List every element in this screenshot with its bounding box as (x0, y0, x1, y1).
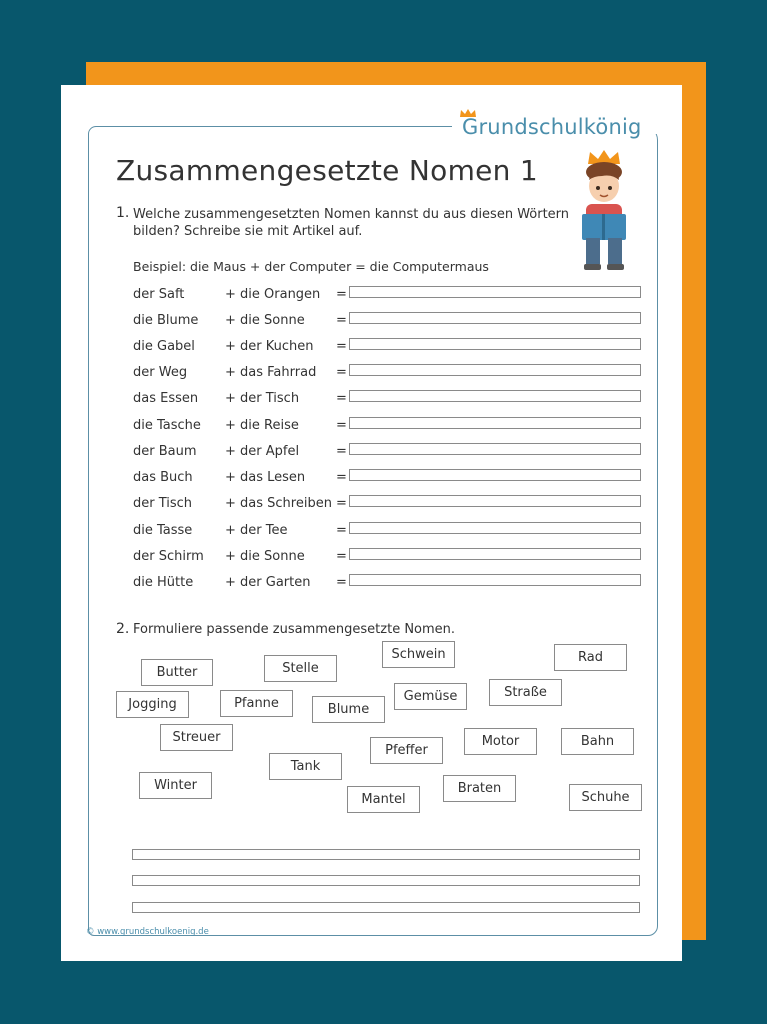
answer-field[interactable] (349, 312, 641, 324)
task-1-number: 1. (116, 205, 130, 221)
example-line: Beispiel: die Maus + der Computer = die Computermaus (133, 259, 489, 274)
footer-copyright: © www.grundschulkoenig.de (86, 927, 209, 937)
task-1-text-line-2: bilden? Schreibe sie mit Artikel auf. (133, 224, 363, 239)
second-noun: + der Tee (225, 523, 288, 538)
answer-field[interactable] (349, 495, 641, 507)
task-1-text-line-1: Welche zusammengesetzten Nomen kannst du aus diesen Wörtern (133, 207, 570, 222)
second-noun: + die Sonne (225, 313, 305, 328)
word-card: Schwein (382, 641, 455, 668)
word-card: Schuhe (569, 784, 642, 811)
word-card: Pfanne (220, 690, 293, 717)
equals-sign: = (336, 287, 347, 302)
first-noun: die Gabel (133, 339, 195, 354)
word-card: Blume (312, 696, 385, 723)
answer-field[interactable] (349, 338, 641, 350)
second-noun: + das Fahrrad (225, 365, 317, 380)
equals-sign: = (336, 391, 347, 406)
equals-sign: = (336, 496, 347, 511)
writing-line[interactable] (132, 902, 640, 913)
second-noun: + die Reise (225, 418, 299, 433)
first-noun: der Weg (133, 365, 188, 380)
word-card: Gemüse (394, 683, 467, 710)
answer-field[interactable] (349, 364, 641, 376)
equals-sign: = (336, 418, 347, 433)
second-noun: + der Kuchen (225, 339, 314, 354)
equals-sign: = (336, 523, 347, 538)
answer-field[interactable] (349, 548, 641, 560)
answer-field[interactable] (349, 574, 641, 586)
word-card: Pfeffer (370, 737, 443, 764)
second-noun: + die Orangen (225, 287, 321, 302)
answer-field[interactable] (349, 417, 641, 429)
equals-sign: = (336, 313, 347, 328)
word-card: Jogging (116, 691, 189, 718)
word-card: Motor (464, 728, 537, 755)
second-noun: + der Apfel (225, 444, 300, 459)
first-noun: die Tasse (133, 523, 193, 538)
second-noun: + die Sonne (225, 549, 305, 564)
answer-field[interactable] (349, 286, 641, 298)
word-card: Winter (139, 772, 212, 799)
page-title: Zusammengesetzte Nomen 1 (116, 154, 539, 187)
second-noun: + der Garten (225, 575, 311, 590)
first-noun: der Saft (133, 287, 185, 302)
first-noun: die Blume (133, 313, 199, 328)
reading-king-boy-illustration (572, 150, 636, 274)
word-card: Stelle (264, 655, 337, 682)
first-noun: der Tisch (133, 496, 193, 511)
answer-field[interactable] (349, 469, 641, 481)
equals-sign: = (336, 470, 347, 485)
first-noun: das Buch (133, 470, 193, 485)
equals-sign: = (336, 444, 347, 459)
writing-line[interactable] (132, 875, 640, 886)
task-2-number: 2. (116, 621, 130, 637)
equals-sign: = (336, 549, 347, 564)
answer-field[interactable] (349, 522, 641, 534)
first-noun: der Baum (133, 444, 197, 459)
first-noun: das Essen (133, 391, 199, 406)
second-noun: + das Schreiben (225, 496, 332, 511)
word-card: Streuer (160, 724, 233, 751)
word-card: Braten (443, 775, 516, 802)
equals-sign: = (336, 365, 347, 380)
brand-logo: Grundschulkönig (462, 115, 642, 139)
second-noun: + das Lesen (225, 470, 306, 485)
answer-field[interactable] (349, 390, 641, 402)
first-noun: der Schirm (133, 549, 204, 564)
word-card: Bahn (561, 728, 634, 755)
first-noun: die Tasche (133, 418, 201, 433)
first-noun: die Hütte (133, 575, 194, 590)
task-2-text: Formuliere passende zusammengesetzte Nomen. (133, 622, 456, 637)
word-card: Tank (269, 753, 342, 780)
equals-sign: = (336, 575, 347, 590)
second-noun: + der Tisch (225, 391, 300, 406)
word-card: Butter (141, 659, 213, 686)
writing-line[interactable] (132, 849, 640, 860)
word-card: Mantel (347, 786, 420, 813)
word-card: Rad (554, 644, 627, 671)
equals-sign: = (336, 339, 347, 354)
answer-field[interactable] (349, 443, 641, 455)
word-card: Straße (489, 679, 562, 706)
